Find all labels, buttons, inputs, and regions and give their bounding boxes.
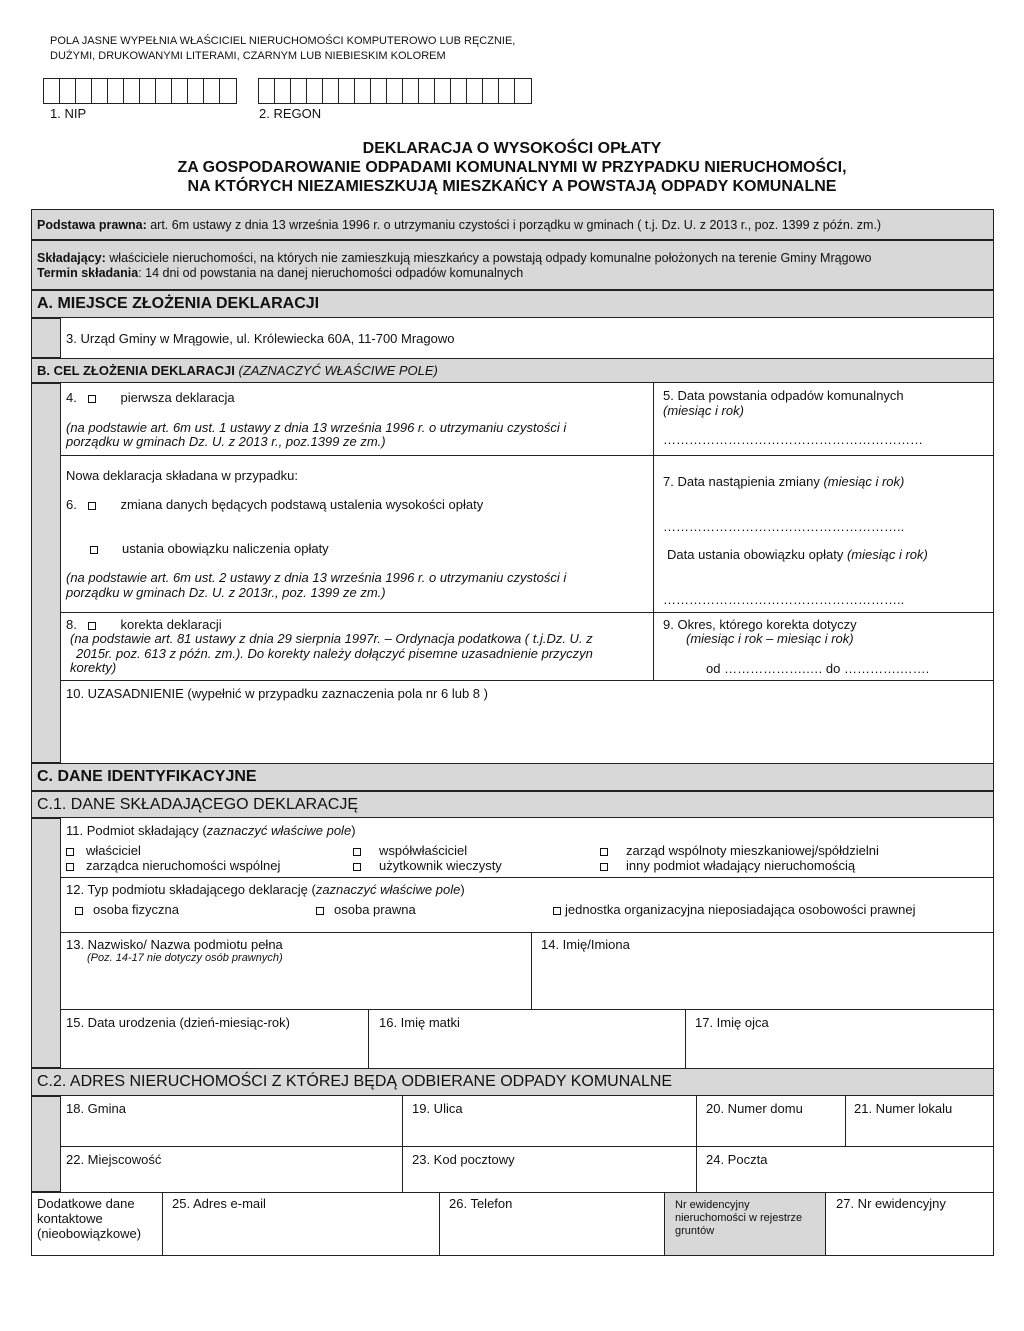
checkbox-icon[interactable] [75, 907, 83, 915]
land-register-label-3: gruntów [675, 1225, 715, 1237]
new-declaration-label: Nowa deklaracja składana w przypadku: [66, 468, 298, 483]
option-legal-person[interactable]: osoba prawna [316, 902, 416, 918]
field-25-label: 25. Adres e-mail [172, 1196, 266, 1211]
field-23-label: 23. Kod pocztowy [412, 1152, 515, 1167]
field-24-label: 24. Poczta [706, 1152, 768, 1167]
field-8[interactable]: 8. korekta deklaracji [66, 617, 222, 632]
field-7-input[interactable]: ……………………………………………….. [663, 519, 905, 534]
field-15-input[interactable] [62, 1033, 367, 1067]
regon-input[interactable] [258, 78, 532, 104]
option-owner[interactable]: właściciel [66, 843, 141, 859]
field-13-note: (Poz. 14-17 nie dotyczy osób prawnych) [87, 952, 283, 964]
field-10-input[interactable] [62, 705, 992, 760]
instruction-line-1: POLA JASNE WYPEŁNIA WŁAŚCICIEL NIERUCHOMOŚCI KOMPUTEROWO LUB RĘCZNIE, [50, 35, 516, 47]
option-organizational-unit[interactable]: jednostka organizacyjna nieposiadająca osobowości prawnej [553, 902, 916, 918]
field-5-note: (miesiąc i rok) [663, 403, 744, 418]
field-26-label: 26. Telefon [449, 1196, 513, 1211]
field-23-input[interactable] [404, 1168, 694, 1191]
field-9-range[interactable]: od ……………….…. do ………….……. [706, 661, 930, 676]
checkbox-icon[interactable] [88, 622, 96, 630]
field-8-note-1: (na podstawie art. 81 ustawy z dnia 29 sierpnia 1997r. – Ordynacja podatkowa ( t.j.Dz. U. z [70, 631, 593, 646]
field-13-input[interactable] [62, 968, 530, 1008]
field-8-note-2: 2015r. poz. 613 z późn. zm.). Do korekty należy dołączyć pisemne uzasadnienie przyczyn [76, 646, 593, 661]
field-3-office: 3. Urząd Gminy w Mrągowie, ul. Królewiecka 60A, 11-700 Mragowo [66, 331, 455, 346]
extra-contact-label-2: kontaktowe [37, 1211, 103, 1226]
section-c1-margin [31, 818, 61, 1068]
field-12-label: 12. Typ podmiotu składającego deklarację (zaznaczyć właściwe pole) [66, 882, 465, 897]
field-27-label: 27. Nr ewidencyjny [836, 1196, 946, 1211]
option-perpetual-user[interactable]: użytkownik wieczysty [353, 858, 502, 874]
field-18-input[interactable] [62, 1118, 400, 1145]
register-number-input[interactable] [828, 1213, 993, 1254]
section-c1-header: C.1. DANE SKŁADAJĄCEGO DEKLARACJĘ [37, 796, 358, 813]
field-19-input[interactable] [404, 1118, 694, 1145]
checkbox-icon[interactable] [353, 848, 361, 856]
field-6-note-2: porządku w gminach Dz. U. z 2013r., poz. 1399 ze zm.) [66, 585, 386, 600]
field-5-label: 5. Data powstania odpadów komunalnych [663, 388, 904, 403]
field-4[interactable]: 4. pierwsza deklaracja [66, 390, 235, 405]
field-10-label: 10. UZASADNIENIE (wypełnić w przypadku zaznaczenia pola nr 6 lub 8 ) [66, 686, 488, 701]
deadline-text: Termin składania: 14 dni od powstania na danej nieruchomości odpadów komunalnych [37, 266, 524, 280]
checkbox-icon[interactable] [66, 848, 74, 856]
title-line-1: DEKLARACJA O WYSOKOŚCI OPŁATY [362, 140, 662, 157]
section-a-margin [31, 318, 61, 358]
title-line-3: NA KTÓRYCH NIEZAMIESZKUJĄ MIESZKAŃCY A POWSTAJĄ ODPADY KOMUNALNE [187, 178, 837, 195]
legal-basis: Podstawa prawna: art. 6m ustawy z dnia 13 września 1996 r. o utrzymaniu czystości i porządku w gminach ( t.j. Dz. U. z 2013 r., poz. 1399 z późn. zm.) [37, 218, 882, 232]
field-5-input[interactable]: …………………………………………………… [663, 432, 923, 447]
field-6[interactable]: 6. zmiana danych będących podstawą ustalenia wysokości opłaty [66, 497, 484, 512]
section-a-header: A. MIEJSCE ZŁOŻENIA DEKLARACJI [37, 295, 320, 312]
field-8-note-3: korekty) [70, 660, 117, 675]
field-21-input[interactable] [847, 1118, 993, 1145]
field-20-input[interactable] [698, 1118, 843, 1145]
field-6-note-1: (na podstawie art. 6m ust. 2 ustawy z dnia 13 września 1996 r. o utrzymaniu czystości i [66, 570, 567, 585]
field-11-label: 11. Podmiot składający (zaznaczyć właściwe pole) [66, 823, 356, 838]
field-15-label: 15. Data urodzenia (dzień-miesiąc-rok) [66, 1015, 290, 1030]
field-6b[interactable]: ustania obowiązku naliczenia opłaty [90, 541, 329, 557]
checkbox-icon[interactable] [88, 395, 96, 403]
field-4-note-1: (na podstawie art. 6m ust. 1 ustawy z dnia 13 września 1996 r. o utrzymaniu czystości i [66, 420, 567, 435]
land-register-label-1: Nr ewidencyjny [675, 1199, 750, 1211]
option-natural-person[interactable]: osoba fizyczna [75, 902, 179, 918]
field-7-label: 7. Data nastąpienia zmiany (miesiąc i rok) [663, 474, 905, 489]
nip-input[interactable] [43, 78, 237, 104]
email-input[interactable] [164, 1213, 437, 1254]
checkbox-icon[interactable] [553, 907, 561, 915]
filer-text: Składający: właściciele nieruchomości, na których nie zamieszkują mieszkańcy a powstają odpady komunalne położonych na terenie Gminy Mrągowo [37, 251, 872, 265]
field-17-input[interactable] [687, 1033, 993, 1067]
title-line-2: ZA GOSPODAROWANIE ODPADAMI KOMUNALNYMI W PRZYPADKU NIERUCHOMOŚCI, [177, 159, 847, 176]
field-9-label: 9. Okres, którego korekta dotyczy [663, 617, 857, 632]
field-19-label: 19. Ulica [412, 1101, 463, 1116]
section-b-margin [31, 383, 61, 763]
field-7b-label: Data ustania obowiązku opłaty (miesiąc i rok) [667, 547, 928, 562]
option-other-entity[interactable]: inny podmiot władający nieruchomością [600, 858, 855, 874]
regon-label: 2. REGON [259, 106, 322, 121]
section-c2-header: C.2. ADRES NIERUCHOMOŚCI Z KTÓREJ BĘDĄ ODBIERANE ODPADY KOMUNALNE [37, 1073, 673, 1090]
section-b-header: B. CEL ZŁOŻENIA DEKLARACJI (ZAZNACZYĆ WŁAŚCIWE POLE) [37, 363, 438, 378]
field-14-label: 14. Imię/Imiona [541, 937, 630, 952]
nip-label: 1. NIP [50, 106, 87, 121]
section-c2-margin [31, 1096, 61, 1192]
land-register-label-2: nieruchomości w rejestrze [675, 1212, 803, 1224]
option-co-owner[interactable]: współwłaściciel [353, 843, 467, 859]
phone-input[interactable] [441, 1213, 662, 1254]
checkbox-icon[interactable] [600, 848, 608, 856]
checkbox-icon[interactable] [600, 863, 608, 871]
checkbox-icon[interactable] [353, 863, 361, 871]
extra-contact-label-1: Dodatkowe dane [37, 1196, 135, 1211]
option-manager[interactable]: zarządca nieruchomości wspólnej [66, 858, 280, 874]
field-14-input[interactable] [533, 955, 993, 1008]
instruction-line-2: DUŻYMI, DRUKOWANYMI LITERAMI, CZARNYM LUB NIEBIESKIM KOLOREM [50, 50, 446, 62]
checkbox-icon[interactable] [90, 546, 98, 554]
field-21-label: 21. Numer lokalu [854, 1101, 953, 1116]
field-17-label: 17. Imię ojca [695, 1015, 769, 1030]
checkbox-icon[interactable] [316, 907, 324, 915]
section-c-header: C. DANE IDENTYFIKACYJNE [37, 768, 257, 785]
field-18-label: 18. Gmina [66, 1101, 126, 1116]
field-22-input[interactable] [62, 1168, 400, 1191]
field-7b-input[interactable]: ……………………………………………….. [663, 592, 905, 607]
field-9-note: (miesiąc i rok – miesiąc i rok) [686, 631, 854, 646]
field-16-label: 16. Imię matki [379, 1015, 460, 1030]
field-4-note-2: porządku w gminach Dz. U. z 2013 r., poz.1399 ze zm.) [66, 434, 386, 449]
checkbox-icon[interactable] [66, 863, 74, 871]
option-housing-board[interactable]: zarząd wspólnoty mieszkaniowej/spółdzielni [600, 843, 879, 859]
field-13-label: 13. Nazwisko/ Nazwa podmiotu pełna [66, 937, 283, 952]
field-16-input[interactable] [370, 1033, 684, 1067]
checkbox-icon[interactable] [88, 502, 96, 510]
extra-contact-label-3: (nieobowiązkowe) [37, 1226, 142, 1241]
field-22-label: 22. Miejscowość [66, 1152, 162, 1167]
field-20-label: 20. Numer domu [706, 1101, 803, 1116]
field-24-input[interactable] [698, 1168, 993, 1191]
